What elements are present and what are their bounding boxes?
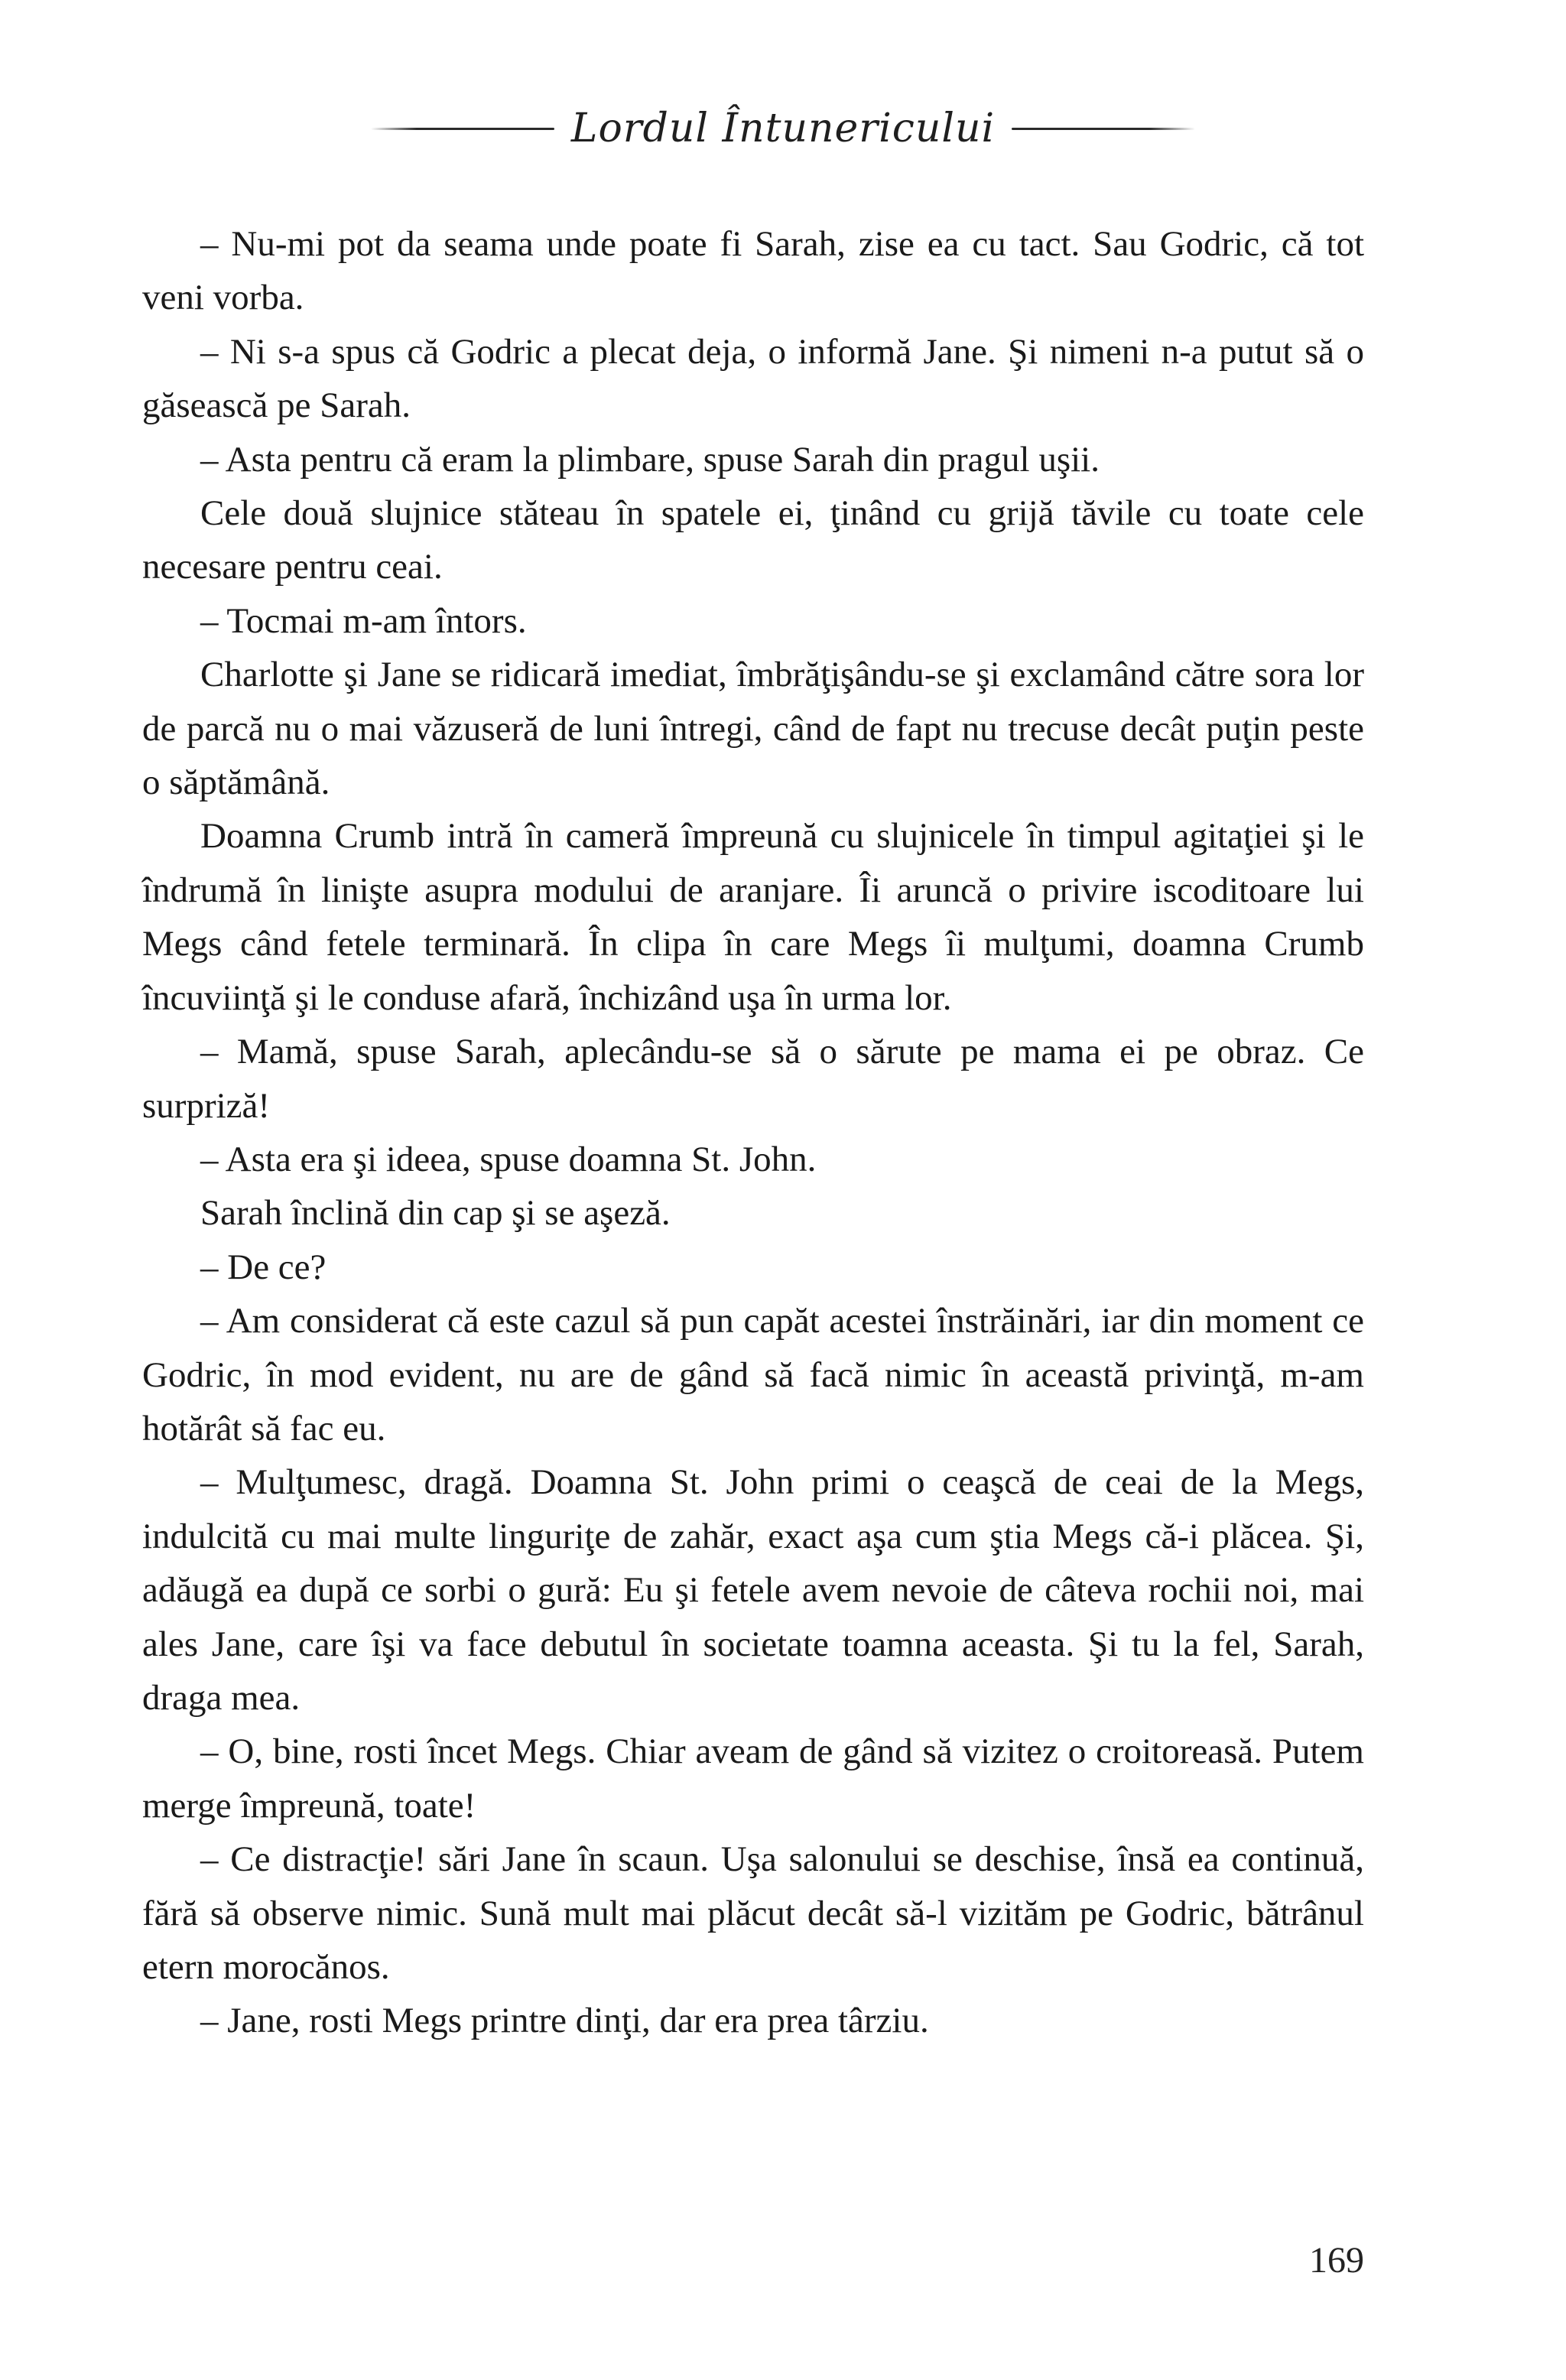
- paragraph: Sarah înclină din cap şi se aşeză.: [200, 1193, 671, 1234]
- paragraph: – Mulţumesc, dragă. Doamna St. John primi o ceaşcă de ceai de la Megs, indulcită cu mai multe linguriţe de zahăr, exact aşa cum ştia Megs că-i plăcea. Şi, adăugă ea după ce sorbi o gură: Eu şi fetele avem nevoie de câteva rochii noi, mai ales Jane, care îşi va face debutul în societate toamna aceasta. Şi tu la fel, Sarah, draga mea.: [142, 1462, 1364, 1718]
- paragraph: – De ce?: [200, 1247, 327, 1287]
- body-text: [142, 217, 1364, 2048]
- paragraph: – Asta era şi ideea, spuse doamna St. John.: [200, 1139, 817, 1179]
- paragraph: – Ce distracţie! sări Jane în scaun. Uşa salonului se deschise, însă ea continuă, fără să observe nimic. Sună mult mai plăcut decât să-l vizităm pe Godric, bătrânul etern morocănos.: [142, 1839, 1364, 1987]
- paragraph: – Asta pentru că eram la plimbare, spuse Sarah din pragul uşii.: [200, 439, 1100, 480]
- running-title: Lordul Întunericului: [570, 106, 996, 151]
- paragraph: – Am considerat că este cazul să pun capăt acestei înstrăinări, iar din moment ce Godric, în mod evident, nu are de gând să facă nimic în această privinţă, m-am hotărât să fac eu.: [142, 1301, 1364, 1448]
- header-rule-left: [371, 128, 554, 130]
- paragraph: – Jane, rosti Megs printre dinţi, dar era prea târziu.: [200, 2001, 929, 2041]
- paragraph: Charlotte şi Jane se ridicară imediat, îmbrăţişându-se şi exclamând către sora lor de parcă nu o mai văzuseră de luni întregi, când de fapt nu trecuse decât puţin peste o săptămână.: [142, 655, 1364, 803]
- paragraph: – Tocmai m-am întors.: [200, 600, 527, 641]
- paragraph: – Nu-mi pot da seama unde poate fi Sarah, zise ea cu tact. Sau Godric, că tot veni vorba.: [142, 224, 1364, 318]
- paragraph: – Mamă, spuse Sarah, aplecându-se să o sărute pe mama ei pe obraz. Ce surpriză!: [142, 1032, 1364, 1126]
- paragraph: – Ni s-a spus că Godric a plecat deja, o informă Jane. Şi nimeni n-a putut să o găsească pe Sarah.: [142, 331, 1364, 426]
- running-header: [0, 98, 1566, 159]
- paragraph: – O, bine, rosti încet Megs. Chiar aveam de gând să vizitez o croitoreasă. Putem merge împreună, toate!: [142, 1731, 1364, 1826]
- paragraph: Cele două slujnice stăteau în spatele ei, ţinând cu grijă tăvile cu toate cele necesare pentru ceai.: [142, 493, 1364, 587]
- header-rule-right: [1012, 128, 1195, 130]
- page-number: 169: [1309, 2240, 1364, 2281]
- paragraph: Doamna Crumb intră în cameră împreună cu slujnicele în timpul agitaţiei şi le îndrumă în linişte asupra modului de aranjare. Îi aruncă o privire iscoditoare lui Megs când fetele terminară. În clipa în care Megs îi mulţumi, doamna Crumb încuviinţă şi le conduse afară, închizând uşa în urma lor.: [142, 816, 1364, 1018]
